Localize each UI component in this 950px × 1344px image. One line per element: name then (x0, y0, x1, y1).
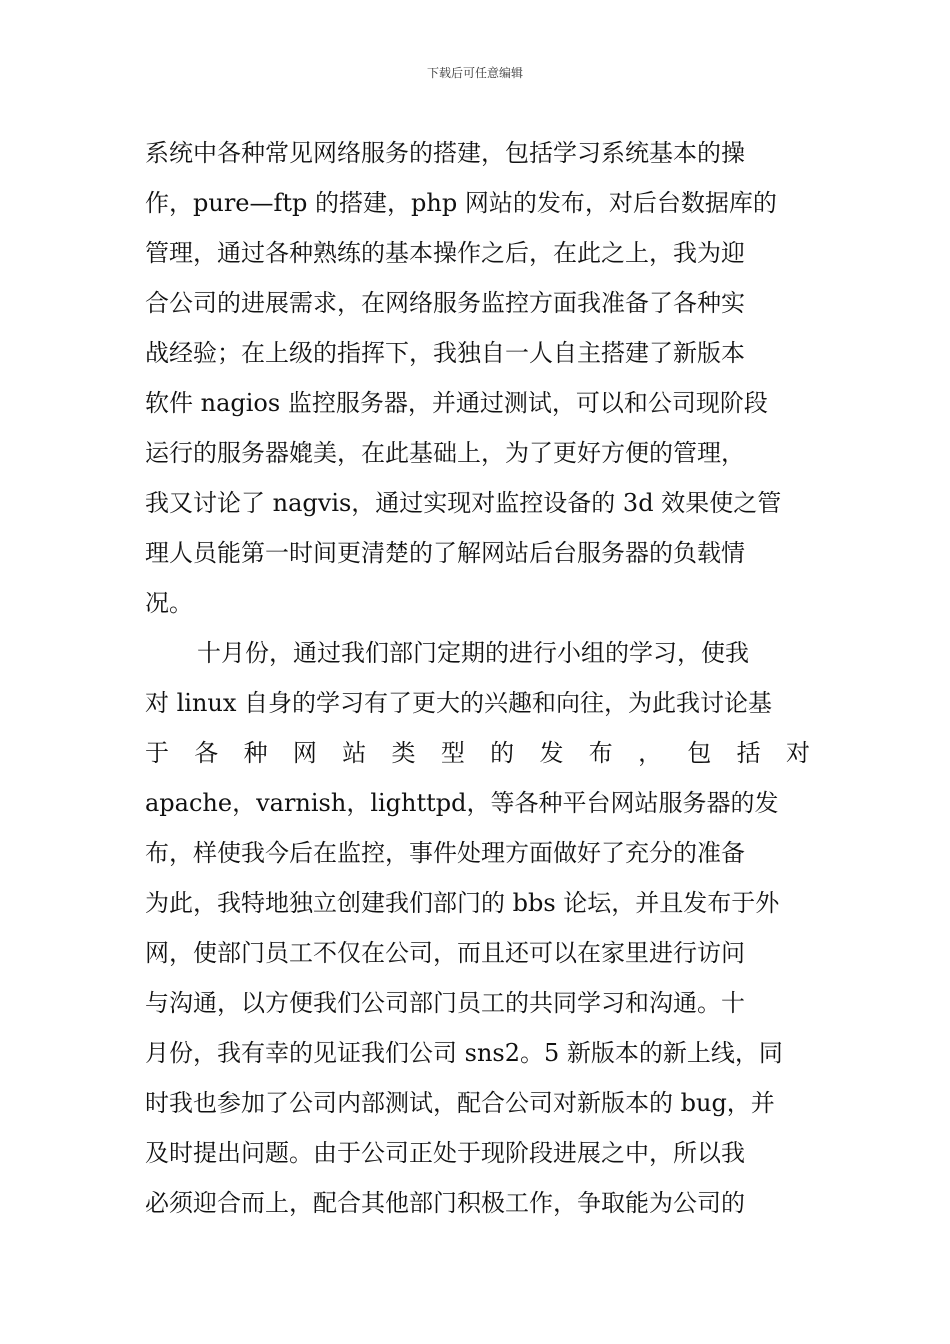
text-line: 合公司的进展需求，在网络服务监控方面我准备了各种实 (145, 289, 745, 317)
text-line: 况。 (145, 589, 193, 617)
text-line: apache，varnish，lighttpd，等各种平台网站服务器的发 (145, 789, 779, 817)
text-line: 必须迎合而上，配合其他部门积极工作，争取能为公司的 (145, 1189, 745, 1217)
text-line: 作，pure—ftp 的搭建，php 网站的发布，对后台数据库的 (145, 189, 777, 217)
text-line: 我又讨论了 nagvis，通过实现对监控设备的 3d 效果使之管 (145, 489, 782, 517)
text-line: 网，使部门员工不仅在公司，而且还可以在家里进行访问 (145, 939, 745, 967)
text-line: 软件 nagios 监控服务器，并通过测试，可以和公司现阶段 (145, 389, 768, 417)
text-line: 理人员能第一时间更清楚的了解网站后台服务器的负载情 (145, 539, 745, 567)
text-line-justified: 于 各 种 网 站 类 型 的 发 布 ， 包 括 对 (145, 739, 810, 767)
text-line: 与沟通，以方便我们公司部门员工的共同学习和沟通。十 (145, 989, 745, 1017)
page-header: 下载后可任意编辑 (426, 66, 523, 80)
text-line: 布，样使我今后在监控，事件处理方面做好了充分的准备 (145, 839, 745, 867)
text-line: 战经验；在上级的指挥下，我独自一人自主搭建了新版本 (145, 339, 745, 367)
paragraph-first-line: 十月份，通过我们部门定期的进行小组的学习，使我 (197, 639, 749, 667)
text-line: 系统中各种常见网络服务的搭建，包括学习系统基本的操 (145, 139, 745, 167)
text-line: 对 linux 自身的学习有了更大的兴趣和向往，为此我讨论基 (145, 689, 773, 717)
text-line: 时我也参加了公司内部测试，配合公司对新版本的 bug，并 (145, 1089, 775, 1117)
document-body (145, 128, 810, 1228)
text-line: 及时提出问题。由于公司正处于现阶段进展之中，所以我 (145, 1139, 745, 1167)
text-line: 为此，我特地独立创建我们部门的 bbs 论坛，并且发布于外 (145, 889, 780, 917)
text-line: 运行的服务器媲美，在此基础上，为了更好方便的管理， (145, 439, 745, 467)
text-line: 管理，通过各种熟练的基本操作之后，在此之上，我为迎 (145, 239, 745, 267)
text-line: 月份，我有幸的见证我们公司 sns2。5 新版本的新上线，同 (145, 1039, 783, 1067)
